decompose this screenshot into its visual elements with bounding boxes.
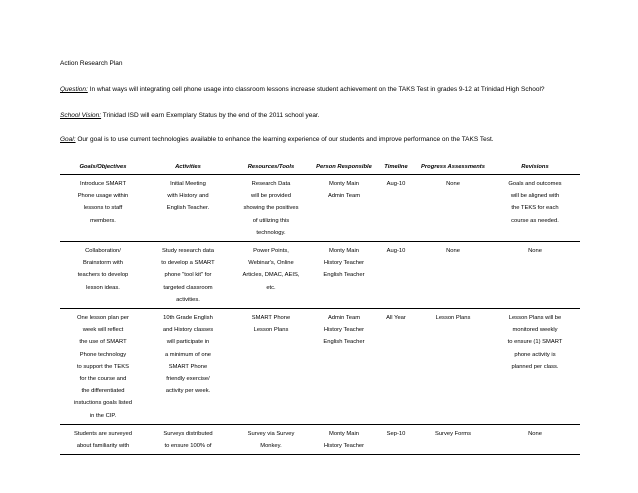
revision-text: None bbox=[528, 430, 542, 437]
activity-text: to develop a SMART bbox=[161, 260, 215, 267]
header-revisions: Revisions bbox=[490, 154, 580, 175]
question-line bbox=[60, 86, 545, 93]
activity-cell bbox=[146, 309, 230, 425]
table-row bbox=[60, 424, 580, 454]
person-text: Admin Team bbox=[327, 315, 361, 322]
revision-text: monitored weekly bbox=[512, 327, 558, 334]
activity-text: English Teacher. bbox=[166, 205, 210, 212]
activity-text: friendly exercise/ bbox=[166, 376, 210, 383]
person-text: English Teacher bbox=[323, 339, 365, 346]
assessment-cell bbox=[416, 242, 490, 309]
resource-cell bbox=[230, 424, 312, 454]
timeline-text: Aug-10 bbox=[386, 181, 406, 187]
activity-text: targeted classroom bbox=[163, 284, 213, 291]
revision-text: to ensure (1) SMART bbox=[507, 339, 563, 346]
person-text: History Teacher bbox=[323, 443, 365, 450]
table-row bbox=[60, 175, 580, 242]
activity-text: a minimum of one bbox=[164, 351, 212, 358]
goal-line bbox=[60, 136, 494, 143]
question-label: Question: bbox=[60, 86, 88, 93]
goal-text: Brainstorm with bbox=[83, 260, 123, 267]
timeline-cell bbox=[376, 309, 416, 425]
goal-text: One lesson plan per bbox=[77, 315, 129, 322]
goal-text: teachers to develop bbox=[77, 272, 129, 279]
goal-text: the differentiated bbox=[81, 388, 125, 395]
goal-text: for the course and bbox=[79, 376, 127, 383]
assessment-cell bbox=[416, 309, 490, 425]
assessment-cell bbox=[416, 424, 490, 454]
assessment-text: Lesson Plans bbox=[435, 315, 471, 322]
resource-text: of utilizing this bbox=[252, 217, 290, 224]
activity-text: with History and bbox=[167, 193, 209, 200]
timeline-text: Aug-10 bbox=[386, 248, 406, 255]
assessment-text: None bbox=[446, 181, 460, 187]
goal-text: lessons to staff bbox=[83, 205, 123, 212]
header-activities: Activities bbox=[146, 154, 230, 175]
activity-cell bbox=[146, 175, 230, 242]
person-text: History Teacher bbox=[323, 327, 365, 334]
table-row bbox=[60, 242, 580, 309]
activity-cell bbox=[146, 242, 230, 309]
resource-cell bbox=[230, 242, 312, 309]
goal-cell bbox=[60, 424, 146, 454]
person-text: Admin Team bbox=[327, 193, 361, 200]
activity-text: Study research data bbox=[162, 248, 214, 255]
timeline-cell bbox=[376, 424, 416, 454]
activity-text: activities. bbox=[176, 296, 200, 303]
activity-text: will participate in bbox=[166, 339, 210, 346]
revision-cell bbox=[490, 242, 580, 309]
question-text: In what ways will integrating cell phone usage into classroom lessons increase student achievement on the TAKS Test in grades 9-12 at Trinidad High School? bbox=[87, 86, 545, 93]
header-goals: Goals/Objectives bbox=[60, 154, 146, 175]
activity-cell bbox=[146, 424, 230, 454]
resource-text: will be provided bbox=[251, 193, 291, 200]
resource-text: Lesson Plans bbox=[253, 327, 289, 334]
header-row bbox=[60, 154, 580, 175]
timeline-text: Sep-10 bbox=[386, 430, 406, 437]
activity-text: 10th Grade English bbox=[163, 315, 213, 322]
timeline-cell bbox=[376, 242, 416, 309]
header-timeline: Timeline bbox=[376, 154, 416, 175]
timeline-cell bbox=[376, 175, 416, 242]
goal-text: the use of SMART bbox=[79, 339, 127, 346]
resource-cell bbox=[230, 175, 312, 242]
person-text: English Teacher bbox=[323, 272, 365, 279]
goal-text: week will reflect bbox=[82, 327, 124, 334]
activity-text: and History classes bbox=[162, 327, 214, 334]
timeline-text: All Year bbox=[386, 315, 406, 322]
goal-cell bbox=[60, 175, 146, 242]
revision-text: the TEKS for each bbox=[511, 205, 559, 212]
resource-text: Webinar's, Online bbox=[248, 260, 294, 267]
resource-text: Research Data bbox=[251, 181, 291, 187]
person-text: Monty Main bbox=[329, 430, 359, 437]
header-progress: Progress Assessments bbox=[416, 154, 490, 175]
goal-text: Introduce SMART bbox=[80, 181, 126, 187]
revision-text: planned per class. bbox=[511, 363, 559, 370]
assessment-text: None bbox=[446, 248, 460, 255]
activity-text: SMART Phone bbox=[168, 363, 208, 370]
resource-text: Survey via Survey bbox=[247, 430, 295, 437]
resource-text: Power Points, bbox=[253, 248, 289, 255]
person-cell bbox=[312, 424, 376, 454]
action-plan-table bbox=[60, 154, 580, 455]
revision-text: Goals and outcomes bbox=[508, 181, 562, 187]
goal-label: Goal: bbox=[60, 136, 76, 143]
goal-text: about familiarity with bbox=[76, 443, 130, 450]
activity-text: activity per week. bbox=[165, 388, 211, 395]
vision-text: Trinidad ISD will earn Exemplary Status by the end of the 2011 school year. bbox=[101, 112, 320, 119]
goal-text: Collaboration/ bbox=[85, 248, 121, 255]
header-person: Person Responsible bbox=[312, 154, 376, 175]
person-text: Monty Main bbox=[329, 181, 359, 187]
revision-text: None bbox=[528, 248, 542, 255]
assessment-cell bbox=[416, 175, 490, 242]
activity-text: Initial Meeting bbox=[170, 181, 206, 187]
person-text: Monty Main bbox=[329, 248, 359, 255]
goal-text: Phone technology bbox=[79, 351, 127, 358]
goal-text: instuctions goals listed bbox=[73, 400, 132, 407]
revision-text: course as needed. bbox=[511, 217, 559, 224]
table-body bbox=[60, 175, 580, 455]
goal-cell bbox=[60, 309, 146, 425]
revision-text: will be aligned with bbox=[510, 193, 560, 200]
resource-text: SMART Phone bbox=[251, 315, 291, 322]
person-text: History Teacher bbox=[323, 260, 365, 267]
revision-text: phone activity is bbox=[514, 351, 556, 358]
vision-label: School Vision: bbox=[60, 112, 102, 119]
document-title: Action Research Plan bbox=[60, 60, 123, 67]
revision-cell bbox=[490, 309, 580, 425]
person-cell bbox=[312, 175, 376, 242]
table-row bbox=[60, 309, 580, 425]
person-cell bbox=[312, 309, 376, 425]
goal-text: members. bbox=[90, 217, 116, 224]
goal-text: lesson ideas. bbox=[86, 284, 120, 291]
revision-text: Lesson Plans will be bbox=[508, 315, 562, 322]
goal-text: in the CIP. bbox=[89, 412, 117, 419]
revision-cell bbox=[490, 424, 580, 454]
goal-text: Students are surveyed bbox=[73, 430, 132, 437]
resource-text: showing the positives bbox=[243, 205, 299, 212]
resource-text: etc. bbox=[266, 284, 276, 291]
resource-text: Monkey. bbox=[260, 443, 282, 450]
goal-text: Our goal is to use current technologies available to enhance the learning experience of our students and improve performance on the TAKS Test. bbox=[75, 136, 494, 143]
assessment-text: Survey Forms bbox=[434, 430, 472, 437]
activity-text: phone "tool kit" for bbox=[164, 272, 212, 279]
goal-text: Phone usage within bbox=[77, 193, 129, 200]
activity-text: Surveys distributed bbox=[163, 430, 213, 437]
resource-text: Articles, DMAC, AEIS, bbox=[242, 272, 300, 279]
resource-cell bbox=[230, 309, 312, 425]
goal-cell bbox=[60, 242, 146, 309]
resource-text: technology. bbox=[256, 229, 286, 236]
person-cell bbox=[312, 242, 376, 309]
vision-line bbox=[60, 112, 320, 119]
activity-text: to ensure 100% of bbox=[164, 443, 212, 450]
header-resources: Resources/Tools bbox=[230, 154, 312, 175]
goal-text: to support the TEKS bbox=[76, 363, 130, 370]
revision-cell bbox=[490, 175, 580, 242]
